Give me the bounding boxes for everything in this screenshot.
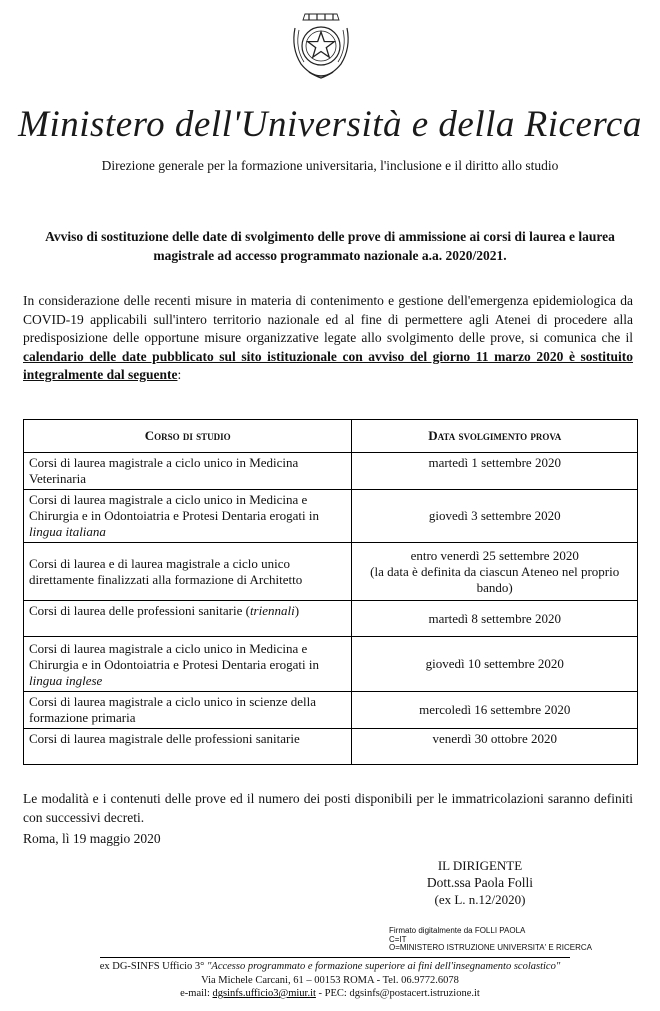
course-text: Corsi di laurea magistrale a ciclo unico in Medicina e Chirurgia e in Odontoiatria e Protesi Dentaria erogati in (29, 492, 320, 523)
signature-block (380, 857, 580, 908)
course-lang: lingua inglese (29, 673, 103, 688)
table-row (24, 637, 638, 692)
course-cell (24, 637, 352, 692)
date-cell: mercoledì 16 settembre 2020 (352, 692, 638, 729)
notice-title: Avviso di sostituzione delle date di svolgimento delle prove di ammissione ai corsi di laurea e laurea magistrale ad accesso programmato nazionale a.a. 2020/2021. (45, 229, 615, 263)
course-type: triennali (249, 603, 295, 618)
table-row (24, 729, 638, 765)
schedule-table (23, 419, 638, 765)
place-date: Roma, lì 19 maggio 2020 (23, 831, 161, 846)
intro-end: : (177, 367, 182, 382)
signer-ref: (ex L. n.12/2020) (434, 892, 526, 907)
course-cell: Corsi di laurea magistrale a ciclo unico in scienze della formazione primaria (24, 692, 352, 729)
course-cell: Corsi di laurea magistrale a ciclo unico in Medicina Veterinaria (24, 453, 352, 490)
table-row (24, 453, 638, 490)
footer-office-name: "Accesso programmato e formazione superiore ai fini dell'insegnamento scolastico" (207, 961, 561, 972)
italian-republic-emblem-icon (287, 8, 355, 82)
course-cell: Corsi di laurea magistrale delle professioni sanitarie (24, 729, 352, 765)
course-cell (24, 490, 352, 543)
footer-office-code: ex DG-SINFS Ufficio 3° (99, 961, 207, 972)
date-cell: martedì 1 settembre 2020 (352, 453, 638, 490)
intro-paragraph (23, 292, 633, 385)
course-cell: Corsi di laurea e di laurea magistrale a ciclo unico direttamente finalizzati alla formazione di Architetto (24, 543, 352, 601)
digital-signature-line: C=IT (389, 934, 407, 944)
digital-signature (389, 927, 592, 953)
closing-paragraph: Le modalità e i contenuti delle prove ed il numero dei posti disponibili per le immatricolazioni saranno definiti con successivi decreti. (23, 791, 633, 825)
table-row (24, 692, 638, 729)
footer-contacts (0, 987, 660, 1001)
table-header-row (24, 420, 638, 453)
department-name: Direzione generale per la formazione universitaria, l'inclusione e il diritto allo studio (101, 158, 559, 173)
footer-email-link[interactable]: dgsinfs.ufficio3@miur.it (212, 988, 316, 999)
footer-pec: - PEC: dgsinfs@postacert.istruzione.it (315, 988, 480, 999)
signer-role: IL DIRIGENTE (437, 858, 523, 873)
footer (0, 960, 660, 1001)
signer-name: Dott.ssa Paola Folli (426, 875, 534, 890)
footer-divider (100, 957, 570, 958)
header-course: Corso di studio (24, 420, 352, 453)
footer-email-label: e-mail: (180, 988, 213, 999)
date-cell: giovedì 10 settembre 2020 (352, 637, 638, 692)
date-cell (352, 543, 638, 601)
table-row (24, 543, 638, 601)
course-text: Corsi di laurea magistrale a ciclo unico in Medicina e Chirurgia e in Odontoiatria e Protesi Dentaria erogati in (29, 641, 320, 672)
digital-signature-line: Firmato digitalmente da FOLLI PAOLA (389, 926, 526, 935)
header-date: Data svolgimento prova (352, 420, 638, 453)
date-cell: venerdì 30 ottobre 2020 (352, 729, 638, 765)
date-note: (la data è definita da ciascun Ateneo nel proprio bando) (370, 563, 620, 595)
date-text: entro venerdì 25 settembre 2020 (410, 547, 579, 563)
course-lang: lingua italiana (29, 524, 106, 539)
course-cell (24, 601, 352, 637)
table-row (24, 490, 638, 543)
ministry-name: Ministero dell'Università e della Ricerca (18, 104, 642, 145)
intro-underlined-text: calendario delle date pubblicato sul sito istituzionale con avviso del giorno 11 marzo 2020 è sostituito integralmente dal seguente (23, 348, 633, 382)
table-row (24, 601, 638, 637)
course-text: Corsi di laurea delle professioni sanitarie ( (29, 603, 250, 618)
date-cell: martedì 8 settembre 2020 (352, 601, 638, 637)
footer-address: Via Michele Carcani, 61 – 00153 ROMA - Tel. 06.9772.6078 (201, 974, 459, 986)
footer-office (0, 960, 660, 974)
date-cell: giovedì 3 settembre 2020 (352, 490, 638, 543)
course-text-end: ) (294, 603, 300, 618)
digital-signature-line: O=MINISTERO ISTRUZIONE UNIVERSITA' E RICERCA (389, 943, 592, 952)
intro-text: In considerazione delle recenti misure in materia di contenimento e gestione dell'emergenza epidemiologica da COVID-19 applicabili sull'intero territorio nazionale ed al fine di permettere agli Atenei di procedere alla predisposizione delle opportune misure organizzative legate allo svolgimento delle prove, si comunica che il (23, 293, 633, 345)
